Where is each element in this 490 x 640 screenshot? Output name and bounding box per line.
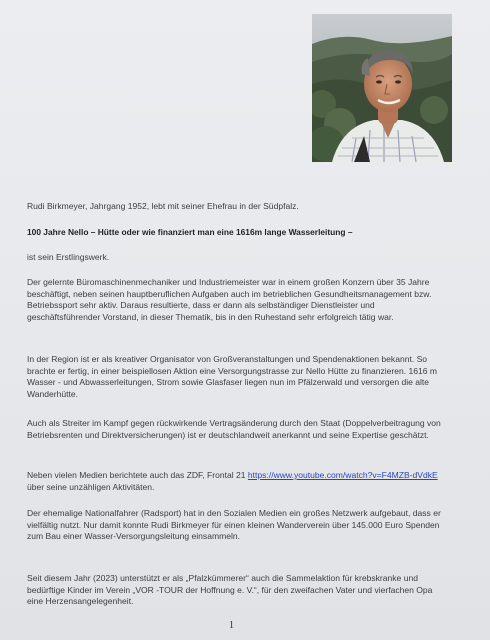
paragraph-media bbox=[27, 470, 441, 493]
paragraph-network: Der ehemalige Nationalfahrer (Radsport) hat in den Sozialen Medien ein großes Netzwerk aufgebaut, dass er vielfältig nutzt. Nur damit konnte Rudi Birkmeyer für einen kleinen Wanderverein über 145.000 Euro Spenden zum Bau einer Wasser-Versorgungsleitung einsammeln. bbox=[27, 508, 441, 542]
first-work-text: ist sein Erstlingswerk. bbox=[27, 252, 110, 262]
paragraph-fight: Auch als Streiter im Kampf gegen rückwirkende Vertragsänderung durch den Staat (Doppelverbeitragung von Betriebsrenten und Direktversicherungen) ist er deutschlandweit anerkannt und seine Expertise geschätzt. bbox=[27, 418, 441, 440]
page-number: 1 bbox=[229, 620, 234, 631]
paragraph-career: Der gelernte Büromaschinenmechaniker und Industriemeister war in einem großen Konzern über 35 Jahre beschäftigt, neben seinen hauptberuflichen Aufgaben auch im betrieblichen Gesundheitsmanagement bzw. Betriebssport sehr aktiv. Daraus resultierte, dass er dann als selbständiger Dienstleister und geschäftsführender Vorstand, in dieser Thematik, bis in den Ruhestand sehr erfolgreich tätig war. bbox=[27, 277, 432, 322]
book-title: 100 Jahre Nello – Hütte oder wie finanziert man eine 1616m lange Wasserleitung – bbox=[27, 227, 353, 237]
media-text-after: über seine unzähligen Aktivitäten. bbox=[27, 481, 155, 492]
media-text-before: Neben vielen Medien berichtete auch das ZDF, Frontal 21 bbox=[27, 470, 248, 480]
portrait-photo-icon bbox=[312, 14, 452, 162]
paragraph-support: Seit diesem Jahr (2023) unterstützt er als „Pfalzkümmerer“ auch die Sammelaktion für krebskranke und bedürftige Kinder im Verein „VOR -TOUR der Hoffnung e. V.“, für den zweifachen Vater und vierfachen Opa eine Herzensangelegenheit. bbox=[27, 573, 433, 607]
intro-text: Rudi Birkmeyer, Jahrgang 1952, lebt mit seiner Ehefrau in der Südpfalz. bbox=[27, 201, 299, 211]
author-portrait bbox=[312, 14, 452, 162]
paragraph-region: In der Region ist er als kreativer Organisator von Großveranstaltungen und Spendenaktionen bekannt. So brachte er fertig, in einer beispiellosen Aktion eine Versorgungstrasse zur Nello Hütte zu finanzieren. 1616 m Wasser - und Abwasserleitungen, Strom sowie Glasfaser liegen nun im Pfälzerwald und versorgen die alte Wanderhütte. bbox=[27, 354, 438, 399]
youtube-link[interactable]: https://www.youtube.com/watch?v=F4MZB-dVdkE bbox=[247, 470, 438, 480]
